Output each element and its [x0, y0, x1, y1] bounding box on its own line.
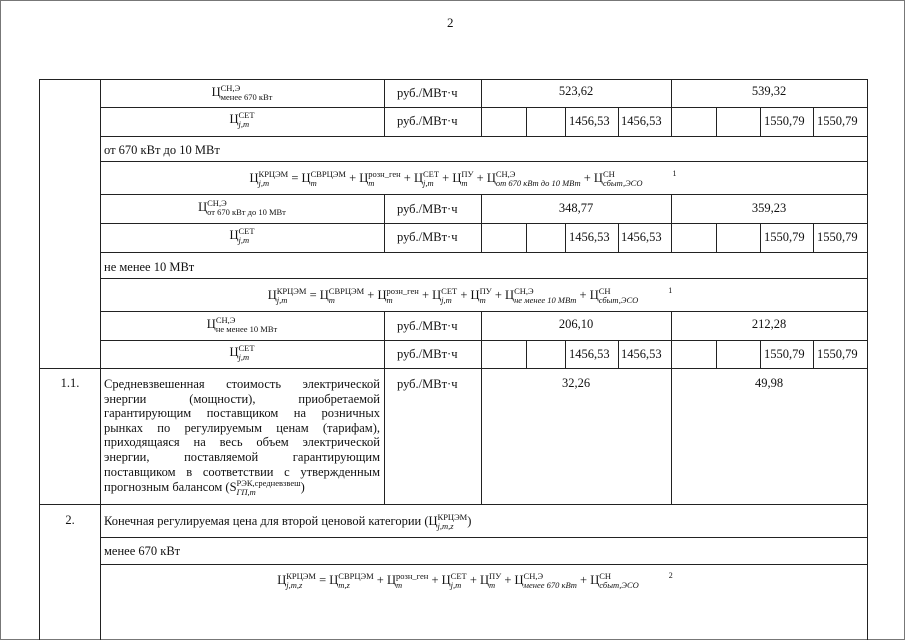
page-number: 2	[447, 15, 454, 30]
col-line	[760, 340, 761, 368]
col-line	[716, 223, 717, 252]
col-line	[526, 107, 527, 136]
value-cell: 1456,53	[621, 114, 662, 128]
formula: Ц КРЦЭМ j,m = Ц СВРЦЭМ m + Ц розн_ген m + Ц СЕТ j,m + Ц ПУ m + Ц СН,Э от 670 кВт до 10 МВт + Ц СН сбыт,ЭСО $^1$	[249, 169, 677, 189]
row-line	[100, 252, 868, 253]
row-line	[100, 107, 868, 108]
value-cell: 1550,79	[764, 230, 805, 244]
col-line	[716, 107, 717, 136]
row-line	[39, 368, 868, 369]
col-line	[760, 223, 761, 252]
col-line	[813, 340, 814, 368]
value-cell: 1550,79	[817, 230, 858, 244]
row-line	[100, 278, 868, 279]
col-line	[526, 223, 527, 252]
unit-cell: руб./МВт·ч	[397, 202, 458, 216]
col-line	[565, 223, 566, 252]
row-line	[100, 537, 868, 538]
col-line	[384, 79, 385, 136]
value-cell: 1456,53	[621, 230, 662, 244]
section-label: не менее 10 МВт	[104, 260, 195, 274]
symbol-cell: Ц СЕТ j,m	[229, 343, 255, 362]
value-cell: 32,26	[561, 376, 591, 390]
unit-cell: руб./МВт·ч	[397, 114, 458, 128]
unit-cell: руб./МВт·ч	[397, 319, 458, 333]
value-cell: 212,28	[751, 317, 787, 331]
row-line	[39, 504, 868, 505]
value-cell: 206,10	[558, 317, 594, 331]
value-cell: 1456,53	[569, 347, 610, 361]
col-line	[100, 79, 101, 640]
value-cell: 539,32	[751, 84, 787, 98]
section-label: от 670 кВт до 10 МВт	[104, 143, 220, 157]
symbol-cell: Ц СН,Э от 670 кВт до 10 МВт	[198, 198, 286, 217]
col-line	[760, 107, 761, 136]
row-line	[100, 161, 868, 162]
symbol-cell: Ц СН,Э менее 670 кВт	[211, 83, 273, 102]
row-line	[100, 223, 868, 224]
col-line	[526, 340, 527, 368]
value-cell: 49,98	[754, 376, 784, 390]
col-line	[481, 194, 482, 252]
item-description: Средневзвешенная стоимость электрической энергии (мощности), приобретаемой гарантирующим поставщиком на розничных рынках по регулируемым ценам (тарифам), приходящаяся на весь объем электрической энергии, поставляемой гарантирующим поставщиком в соответствии с утвержденным прогнозным балансом (S РЭК,средневзвеш ГП,m )	[104, 377, 380, 498]
unit-cell: руб./МВт·ч	[397, 377, 458, 391]
value-cell: 1550,79	[817, 347, 858, 361]
value-cell: 348,77	[558, 201, 594, 215]
unit-cell: руб./МВт·ч	[397, 230, 458, 244]
symbol-cell: Ц СЕТ j,m	[229, 226, 255, 245]
value-cell: 1456,53	[569, 114, 610, 128]
col-line	[565, 107, 566, 136]
unit-cell: руб./МВт·ч	[397, 347, 458, 361]
col-line	[481, 311, 482, 504]
col-line	[671, 79, 672, 136]
col-line	[813, 223, 814, 252]
col-line	[565, 340, 566, 368]
value-cell: 523,62	[558, 84, 594, 98]
formula: Ц КРЦЭМ j,m,z = Ц СВРЦЭМ m,z + Ц розн_ген m + Ц СЕТ j,m + Ц ПУ m + Ц СН,Э менее 670 кВт + Ц СН сбыт,ЭСО $^2$	[277, 571, 673, 591]
col-line	[618, 340, 619, 368]
value-cell: 1550,79	[817, 114, 858, 128]
value-cell: 1456,53	[621, 347, 662, 361]
col-line	[39, 79, 40, 640]
row-line	[100, 136, 868, 137]
col-line	[384, 311, 385, 504]
col-line	[671, 194, 672, 252]
row-line	[100, 311, 868, 312]
item-number: 1.1.	[60, 376, 80, 390]
formula: Ц КРЦЭМ j,m = Ц СВРЦЭМ m + Ц розн_ген m + Ц СЕТ j,m + Ц ПУ m + Ц СН,Э не менее 10 МВт + Ц СН сбыт,ЭСО $^1$	[267, 286, 673, 306]
col-line	[618, 107, 619, 136]
value-cell: 359,23	[751, 201, 787, 215]
col-line	[867, 79, 868, 640]
value-cell: 1456,53	[569, 230, 610, 244]
value-cell: 1550,79	[764, 347, 805, 361]
symbol-cell: Ц СН,Э не менее 10 МВт	[206, 315, 278, 334]
symbol-cell: Ц СЕТ j,m	[229, 110, 255, 129]
row-line	[100, 340, 868, 341]
col-line	[618, 223, 619, 252]
col-line	[671, 311, 672, 504]
item-number: 2.	[65, 513, 75, 527]
section-label: менее 670 кВт	[104, 544, 181, 558]
row-line	[39, 79, 868, 80]
col-line	[384, 194, 385, 252]
col-line	[813, 107, 814, 136]
unit-cell: руб./МВт·ч	[397, 86, 458, 100]
row-line	[100, 564, 868, 565]
value-cell: 1550,79	[764, 114, 805, 128]
row-line	[100, 194, 868, 195]
col-line	[481, 79, 482, 136]
col-line	[716, 340, 717, 368]
item-title: Конечная регулируемая цена для второй ценовой категории (Ц КРЦЭМ j,m,z )	[104, 512, 472, 531]
